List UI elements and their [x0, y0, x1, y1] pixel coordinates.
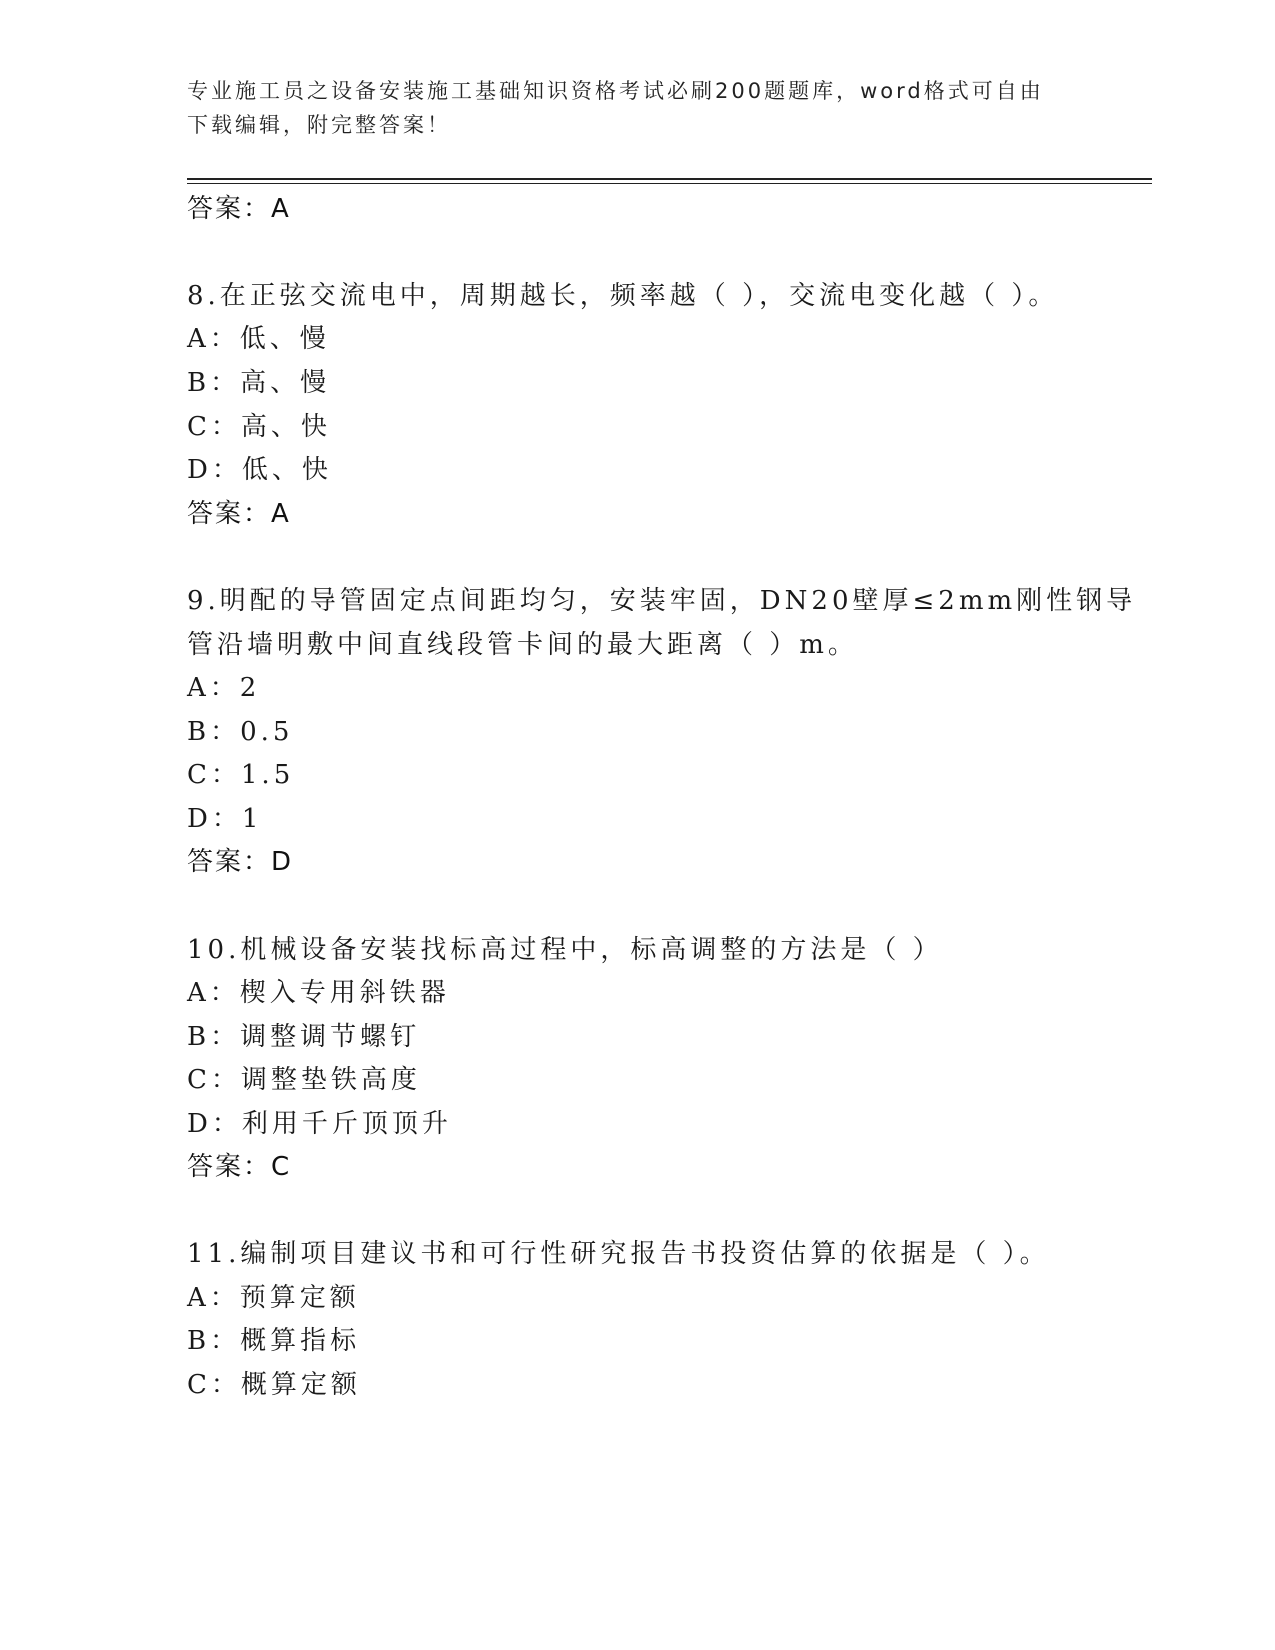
question-11-option-c: C：概算定额 — [187, 1370, 361, 1400]
question-10-text: 10.机械设备安装找标高过程中，标高调整的方法是（ ） — [187, 935, 943, 965]
header-divider-thick — [187, 178, 1152, 180]
question-8-option-a: A：低、慢 — [187, 324, 330, 354]
question-9-text-line-2: 管沿墙明敷中间直线段管卡间的最大距离（ ）m。 — [187, 630, 858, 660]
question-10-option-a: A：楔入专用斜铁器 — [187, 978, 450, 1008]
question-9-text-line-1: 9.明配的导管固定点间距均匀，安装牢固，DN20壁厚≤2mm刚性钢导 — [187, 586, 1137, 616]
question-8-option-b: B：高、慢 — [187, 368, 331, 398]
question-9-option-a: A：2 — [187, 673, 261, 703]
answer-q7: 答案：A — [187, 194, 291, 224]
header-line-1: 专业施工员之设备安装施工基础知识资格考试必刷200题题库，word格式可自由 — [187, 79, 1044, 103]
question-10-option-d: D：利用千斤顶顶升 — [187, 1109, 452, 1139]
question-8-option-c: C：高、快 — [187, 412, 331, 442]
question-9-option-d: D：1 — [187, 804, 263, 834]
header-line-2: 下载编辑，附完整答案！ — [187, 113, 451, 137]
header-divider-thin — [187, 183, 1152, 184]
question-9-option-c: C：1.5 — [187, 760, 295, 790]
question-10-option-b: B：调整调节螺钉 — [187, 1022, 421, 1052]
answer-q8: 答案：A — [187, 499, 291, 529]
document-header — [187, 74, 1087, 142]
question-11-option-b: B：概算指标 — [187, 1326, 361, 1356]
answer-q10: 答案：C — [187, 1152, 292, 1182]
question-8-option-d: D：低、快 — [187, 455, 332, 485]
question-8-text: 8.在正弦交流电中，周期越长，频率越（ ），交流电变化越（ ）。 — [187, 281, 1059, 311]
question-10-option-c: C：调整垫铁高度 — [187, 1065, 421, 1095]
question-11-option-a: A：预算定额 — [187, 1283, 360, 1313]
answer-q9: 答案：D — [187, 847, 294, 877]
question-11-text: 11.编制项目建议书和可行性研究报告书投资估算的依据是（ ）。 — [187, 1239, 1050, 1269]
question-9-option-b: B：0.5 — [187, 717, 294, 747]
